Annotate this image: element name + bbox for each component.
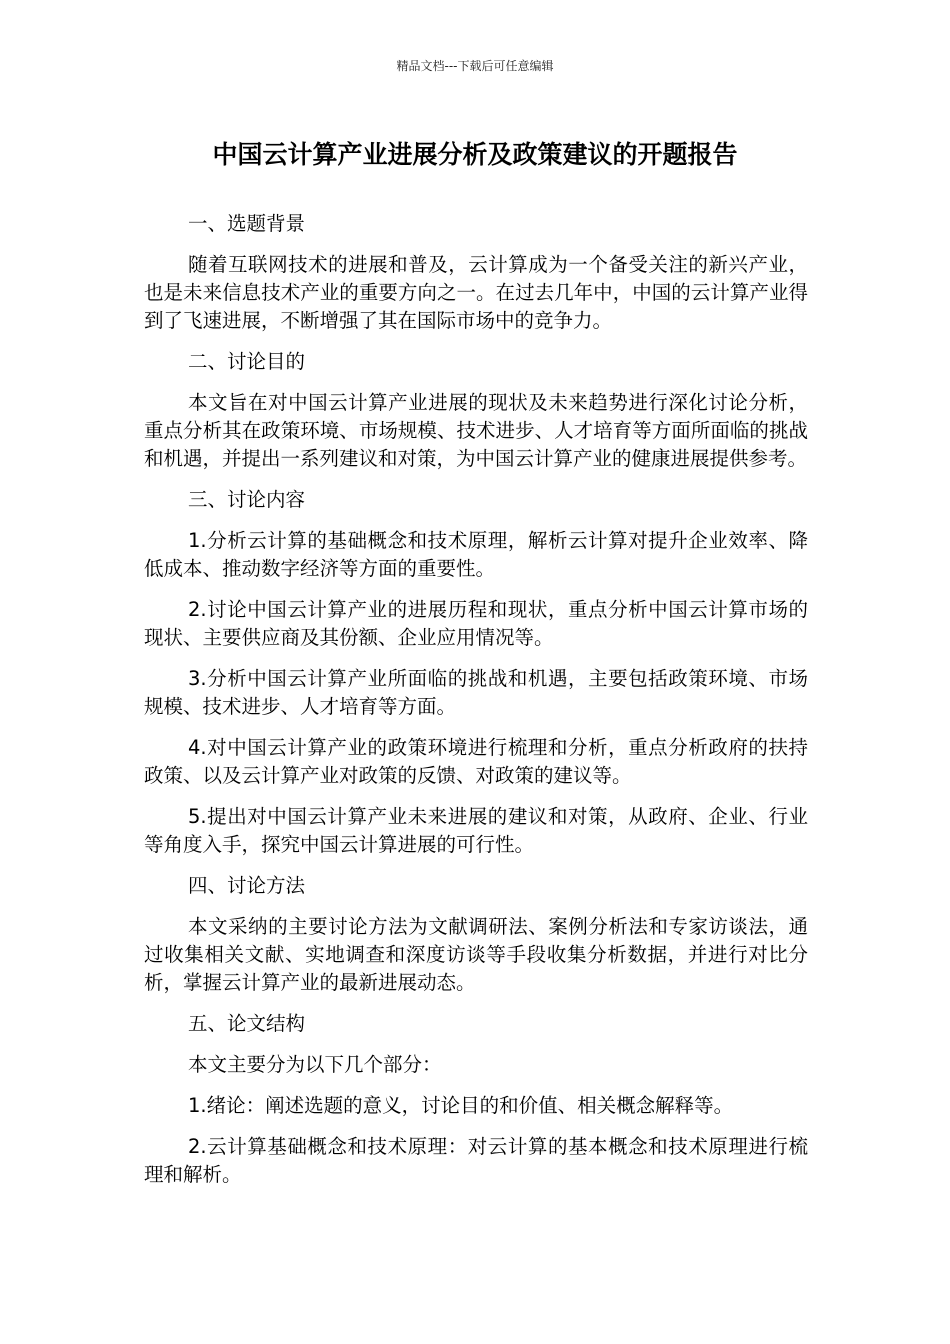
paragraph-content-item-2: 2.讨论中国云计算产业的进展历程和现状，重点分析中国云计算市场的现状、主要供应商及其份额、企业应用情况等。 <box>144 598 808 649</box>
header-note: 精品文档---下载后可任意编辑 <box>396 59 554 73</box>
paragraph-structure-item-2: 2.云计算基础概念和技术原理：对云计算的基本概念和技术原理进行梳理和解析。 <box>144 1135 808 1186</box>
section-heading-method: 四、讨论方法 <box>188 874 306 897</box>
section-heading-background: 一、选题背景 <box>188 212 306 235</box>
document-title: 中国云计算产业进展分析及政策建议的开题报告 <box>212 140 738 169</box>
paragraph-content-item-1: 1.分析云计算的基础概念和技术原理，解析云计算对提升企业效率、降低成本、推动数字经济等方面的重要性。 <box>144 529 808 580</box>
document-body <box>144 210 808 1202</box>
section-heading-content: 三、讨论内容 <box>188 488 306 511</box>
paragraph-content-item-3: 3.分析中国云计算产业所面临的挑战和机遇，主要包括政策环境、市场规模、技术进步、人才培育等方面。 <box>144 667 808 718</box>
paragraph-content-item-4: 4.对中国云计算产业的政策环境进行梳理和分析，重点分析政府的扶持政策、以及云计算产业对政策的反馈、对政策的建议等。 <box>144 736 808 787</box>
paragraph-method: 本文采纳的主要讨论方法为文献调研法、案例分析法和专家访谈法，通过收集相关文献、实地调查和深度访谈等手段收集分析数据，并进行对比分析，掌握云计算产业的最新进展动态。 <box>144 915 808 994</box>
paragraph-structure-intro: 本文主要分为以下几个部分： <box>188 1053 442 1076</box>
section-heading-purpose: 二、讨论目的 <box>188 350 306 373</box>
paragraph-structure-item-1: 1.绪论：阐述选题的意义，讨论目的和价值、相关概念解释等。 <box>188 1094 734 1117</box>
paragraph-purpose: 本文旨在对中国云计算产业进展的现状及未来趋势进行深化讨论分析，重点分析其在政策环境、市场规模、技术进步、人才培育等方面所面临的挑战和机遇，并提出一系列建议和对策，为中国云计算产业的健康进展提供参考。 <box>144 391 808 470</box>
paragraph-background: 随着互联网技术的进展和普及，云计算成为一个备受关注的新兴产业，也是未来信息技术产业的重要方向之一。在过去几年中，中国的云计算产业得到了飞速进展，不断增强了其在国际市场中的竞争力。 <box>144 253 808 332</box>
section-heading-structure: 五、论文结构 <box>188 1012 306 1035</box>
paragraph-content-item-5: 5.提出对中国云计算产业未来进展的建议和对策，从政府、企业、行业等角度入手，探究中国云计算进展的可行性。 <box>144 805 808 856</box>
